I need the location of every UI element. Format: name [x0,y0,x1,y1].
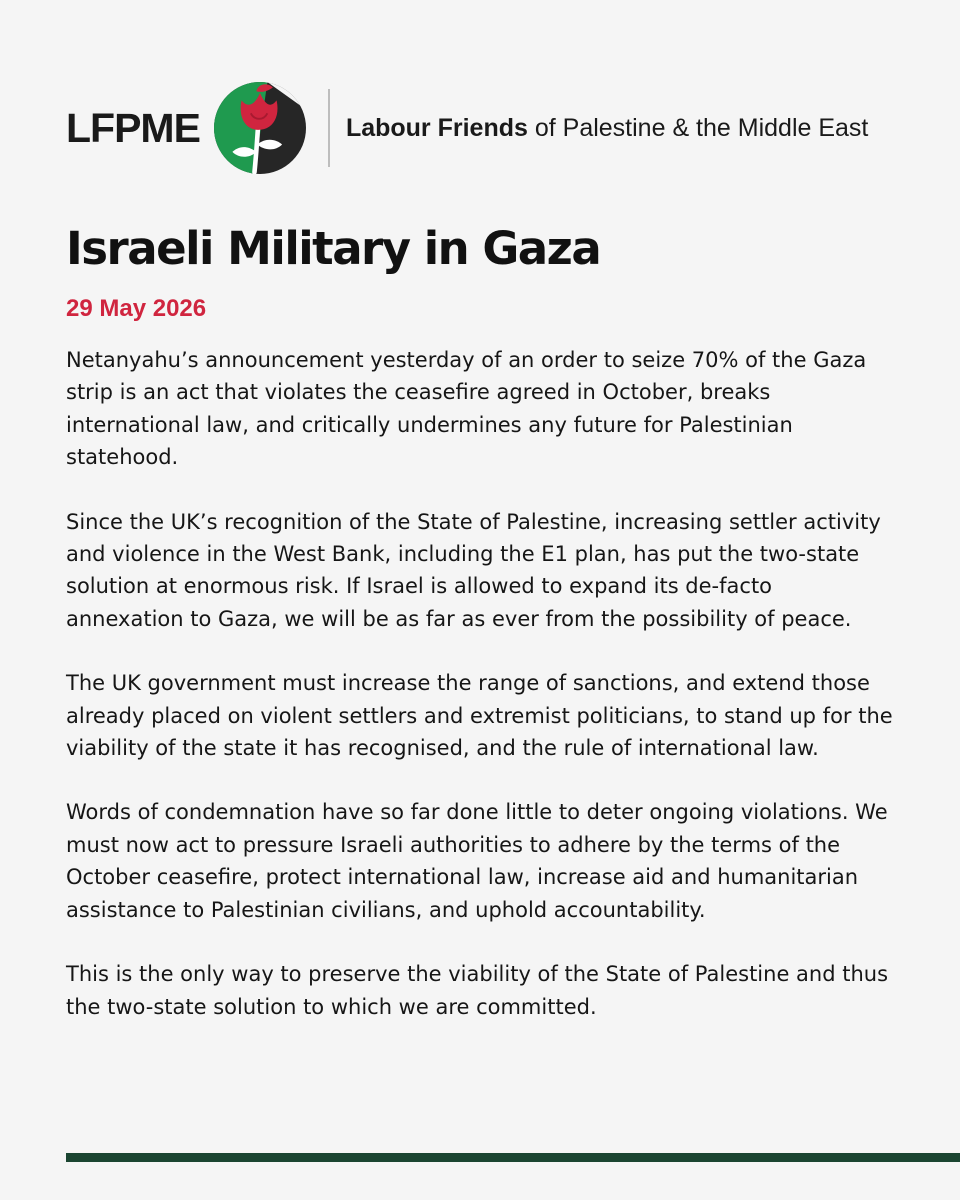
org-full-name [346,114,868,143]
paragraph-1: Netanyahu’s announcement yesterday of an order to seize 70% of the Gaza strip is an act that violates the ceasefire agreed in October, breaks international law, and critically undermines any future for Palestinian statehood. [66,348,867,470]
paragraph-5: This is the only way to preserve the viability of the State of Palestine and thus the two-state solution to which we are committed. [66,962,889,1019]
header [66,80,868,176]
article-body [66,344,896,1055]
footer-bar [66,1153,960,1162]
paragraph-4: Words of condemnation have so far done little to deter ongoing violations. We must now act to pressure Israeli authorities to adhere by the terms of the October ceasefire, protect international law, increase aid and humanitarian assistance to Palestinian civilians, and uphold accountability. [66,800,888,922]
header-divider [328,89,330,167]
rose-logo-icon [214,82,306,174]
paragraph-3: The UK government must increase the range of sanctions, and extend those already placed on violent settlers and extremist politicians, to stand up for the viability of the state it has recognised, and the rule of international law. [66,671,893,761]
paragraph-2: Since the UK’s recognition of the State of Palestine, increasing settler activity and violence in the West Bank, including the E1 plan, has put the two-state solution at enormous risk. If Israel is allowed to expand its de-facto annexation to Gaza, we will be as far as ever from the possibility of peace. [66,509,881,631]
article-date: 29 May 2026 [66,295,207,322]
article-title: Israeli Military in Gaza [66,222,601,275]
org-name-rest: of Palestine & the Middle East [527,113,869,142]
org-abbreviation: LFPME [66,104,200,151]
org-name-bold: Labour Friends [345,113,528,142]
